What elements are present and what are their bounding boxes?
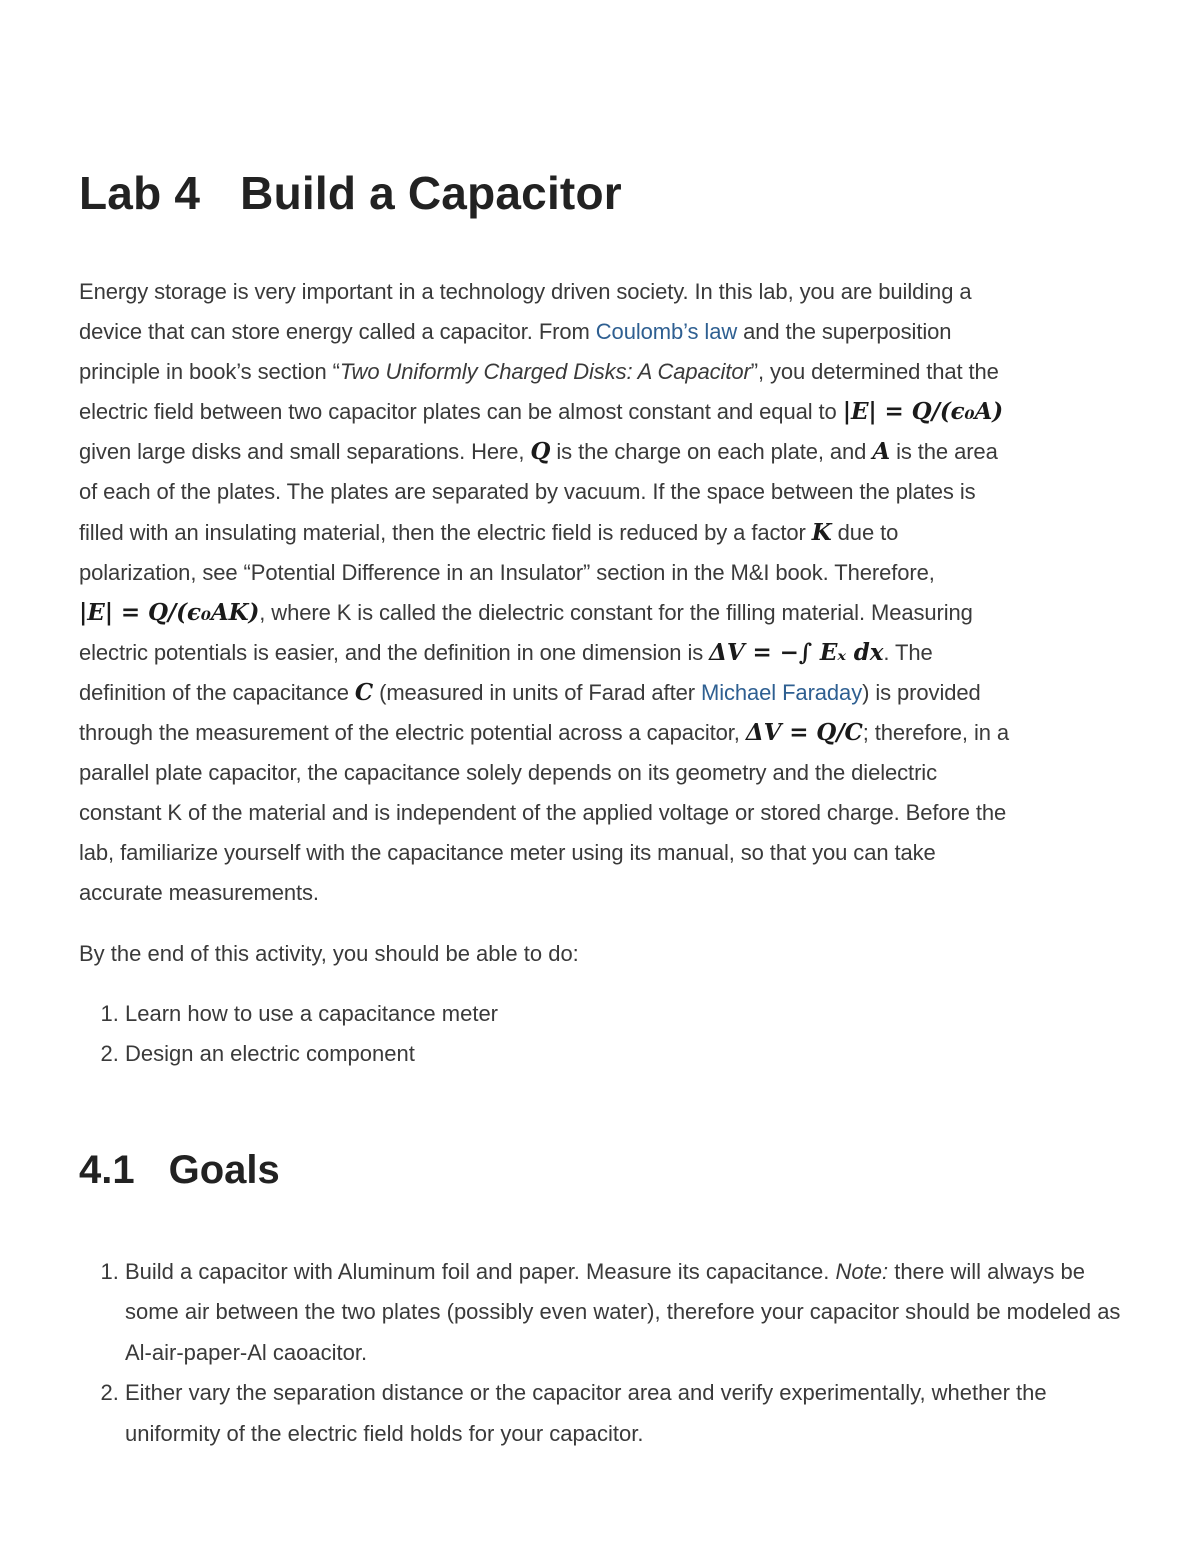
- math-area-a: A: [872, 438, 891, 466]
- text-run: ; therefore, in a: [862, 720, 1010, 746]
- text-run: ) is provided: [862, 679, 981, 705]
- section-heading-goals: [79, 1142, 1124, 1198]
- text-run: electric potentials is easier, and the definition in one dimension is: [79, 639, 710, 665]
- math-field-vacuum: |E| = Q/(ϵ₀A): [842, 398, 1004, 426]
- text-run: of each of the plates. The plates are separated by vacuum. If the space between the plates is: [79, 479, 976, 505]
- intro-line: [79, 513, 1124, 553]
- goals-list: [79, 1252, 1124, 1455]
- text-run: . The: [883, 639, 933, 665]
- section-title: Goals: [168, 1147, 280, 1192]
- intro-line: [79, 873, 1124, 913]
- intro-line: [79, 713, 1124, 753]
- text-run: through the measurement of the electric potential across a capacitor,: [79, 720, 746, 746]
- text-run: is the area: [890, 439, 998, 465]
- list-item: 2. Design an electric component: [125, 1034, 1124, 1074]
- text-run: lab, familiarize yourself with the capacitance meter using its manual, so that you can take: [79, 840, 936, 866]
- text-run: and the superposition: [737, 319, 952, 345]
- text-run: electric field between two capacitor plates can be almost constant and equal to: [79, 399, 843, 425]
- text-run: definition of the capacitance: [79, 679, 355, 705]
- intro-line: [79, 272, 1124, 312]
- intro-line: [79, 553, 1124, 593]
- text-run: Energy storage is very important in a technology driven society. In this lab, you are building a: [79, 279, 972, 304]
- intro-line: [79, 753, 1124, 793]
- text-run: constant K of the material and is independent of the applied voltage or stored charge. Before the: [79, 800, 1007, 826]
- objectives-list: [79, 994, 1124, 1074]
- intro-line: [79, 312, 1124, 352]
- text-run: due to: [831, 519, 899, 545]
- michael-faraday-link[interactable]: Michael Faraday: [700, 679, 863, 705]
- section-reference: Two Uniformly Charged Disks: A Capacitor: [339, 359, 751, 385]
- objectives-lead: By the end of this activity, you should be able to do:: [79, 940, 579, 966]
- intro-line: [79, 472, 1124, 512]
- list-item: 1. Learn how to use a capacitance meter: [125, 994, 1124, 1034]
- text-run: given large disks and small separations. Here,: [79, 439, 531, 465]
- chapter-title: Build a Capacitor: [240, 167, 622, 219]
- intro-line: [79, 352, 1124, 392]
- document-page: [79, 160, 1124, 1454]
- math-factor-k: K: [811, 518, 832, 546]
- text-run: device that can store energy called a capacitor. From: [79, 319, 596, 345]
- text-run: there will always be some air between the two plates (possibly even water), therefore your capacitor should be modeled as Al-air-paper-Al caoacitor.: [125, 1258, 1121, 1365]
- text-run: (measured in units of Farad after: [373, 679, 701, 705]
- text-run: , where K is called the dielectric constant for the filling material. Measuring: [259, 599, 973, 625]
- intro-line: [79, 833, 1124, 873]
- page-title: [79, 160, 1124, 226]
- note-label: Note:: [835, 1258, 889, 1284]
- intro-line: [79, 432, 1124, 472]
- math-charge-q: Q: [530, 438, 551, 466]
- intro-line: [79, 593, 1124, 633]
- section-number: 4.1: [79, 1147, 135, 1192]
- text-run: filled with an insulating material, then the electric field is reduced by a factor: [79, 519, 812, 545]
- intro-paragraph: [79, 272, 1124, 914]
- math-capacitance-relation: ΔV = Q/C: [745, 719, 863, 747]
- text-run: is the charge on each plate, and: [550, 439, 873, 465]
- intro-line: [79, 392, 1124, 432]
- math-potential-definition: ΔV = −∫ Eₓ dx: [709, 638, 884, 666]
- text-run: ”, you determined that the: [750, 359, 999, 385]
- text-run: principle in book’s section “: [79, 359, 340, 385]
- math-field-dielectric: |E| = Q/(ϵ₀AK): [79, 598, 260, 626]
- intro-line: [79, 633, 1124, 673]
- text-run: parallel plate capacitor, the capacitance solely depends on its geometry and the dielectric: [79, 760, 937, 786]
- text-run: accurate measurements.: [79, 880, 319, 906]
- intro-line: [79, 793, 1124, 833]
- intro-line: [79, 673, 1124, 713]
- list-item: 2. Either vary the separation distance or the capacitor area and verify experimentally, whether the uniformity of the electric field holds for your capacitor.: [125, 1373, 1124, 1454]
- math-capacitance-c: C: [354, 678, 374, 706]
- coulombs-law-link[interactable]: Coulomb’s law: [595, 319, 738, 345]
- list-item: [125, 1252, 1124, 1374]
- text-run: Build a capacitor with Aluminum foil and paper. Measure its capacitance.: [125, 1258, 836, 1284]
- text-run: polarization, see “Potential Difference in an Insulator” section in the M&I book. Therefore,: [79, 559, 935, 585]
- chapter-number: Lab 4: [79, 167, 201, 219]
